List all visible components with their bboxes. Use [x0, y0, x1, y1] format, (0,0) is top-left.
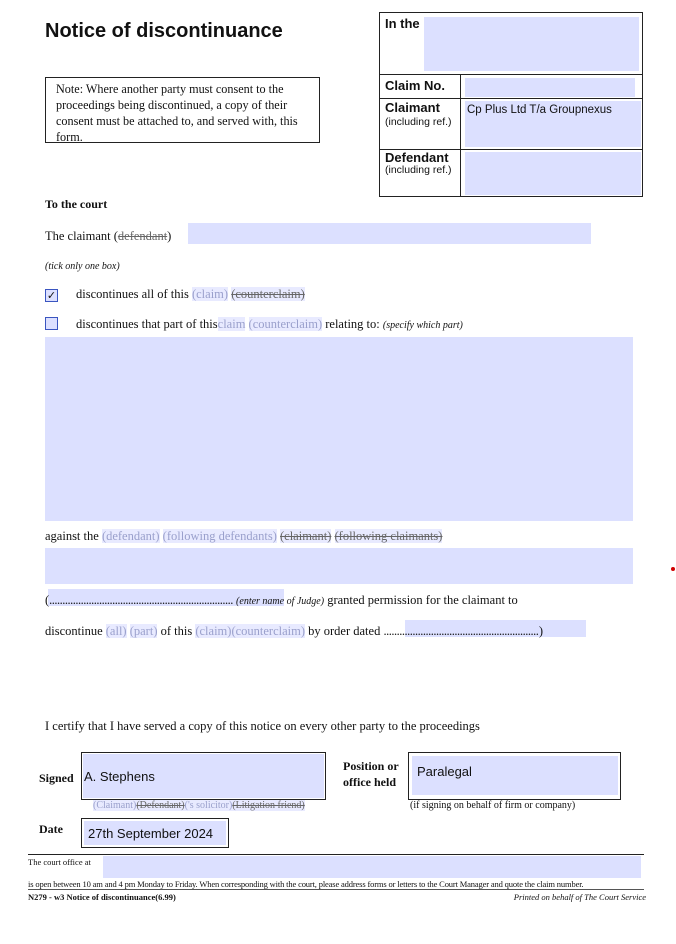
option-all-claim[interactable]: (claim): [191, 287, 229, 301]
divider: [460, 74, 461, 196]
form-code-text: N279 - w3 Notice of discontinuance(6.99): [28, 892, 176, 902]
specify-part-textarea[interactable]: [45, 337, 633, 521]
position-label-line2: office held: [343, 775, 396, 789]
against-the-text: against the: [45, 529, 99, 543]
order-close: .): [535, 624, 544, 638]
against-defendant-option[interactable]: (defendant): [101, 529, 160, 543]
signed-solicitor-option[interactable]: ('s solicitor): [184, 800, 233, 811]
check-icon: ✓: [46, 289, 57, 302]
position-label-line1: Position or: [343, 759, 399, 773]
claimant-strike-defendant: defendant: [117, 229, 168, 243]
position-value: Paralegal: [417, 764, 472, 779]
to-the-court-heading: To the court: [45, 197, 108, 211]
certify-statement: I certify that I have served a copy of this notice on every other party to the proceedings: [45, 719, 480, 733]
court-office-field[interactable]: [103, 856, 641, 878]
judge-open: (: [45, 593, 50, 607]
option-all-text: discontinues all of this: [76, 287, 189, 301]
claim-no-field[interactable]: [465, 78, 635, 97]
against-following-defendants-option[interactable]: (following defendants): [162, 529, 277, 543]
discontinue-line: [45, 624, 543, 639]
footer-rule: [28, 889, 644, 890]
date-value: 27th September 2024: [88, 826, 214, 841]
discontinue-text: discontinue: [45, 624, 103, 638]
date-box: [81, 818, 229, 848]
judge-dots: ......................................................................: [49, 593, 233, 607]
discontinue-all-checkbox[interactable]: [45, 289, 58, 302]
claimant-prefix: The claimant (: [45, 229, 118, 243]
option-part-line: [76, 317, 463, 332]
defendant-sub-label: (including ref.): [385, 164, 452, 176]
court-info-box: [379, 12, 643, 197]
signed-litigation-friend-option[interactable]: (Litigation friend): [232, 800, 305, 811]
option-part-specify: (specify which part): [382, 320, 463, 331]
claimant-line: [45, 229, 171, 244]
tick-instruction: (tick only one box): [45, 261, 120, 272]
claimant-label: Claimant: [385, 100, 440, 115]
consent-note: Note: Where another party must consent to the proceedings being discontinued, a copy of their consent must be attached to, and served with, this form.: [45, 77, 320, 143]
option-part-claim[interactable]: claim: [217, 317, 246, 331]
date-field[interactable]: [84, 821, 226, 845]
date-label: Date: [39, 822, 63, 836]
claimant-suffix: ): [167, 229, 172, 243]
against-following-claimants-option[interactable]: (following claimants): [334, 529, 443, 543]
court-office-label: The court office at: [28, 857, 91, 867]
opening-hours-text: is open between 10 am and 4 pm Monday to Friday. When corresponding with the court, please address forms or letters to the Court Manager and quote the claim number.: [28, 879, 584, 889]
option-part-relating: relating to:: [325, 317, 380, 331]
disc-part-option[interactable]: (part): [129, 624, 158, 638]
in-the-field[interactable]: [424, 17, 639, 71]
option-part-counterclaim[interactable]: (counterclaim): [248, 317, 323, 331]
disc-counterclaim-option[interactable]: (counterclaim): [231, 624, 306, 638]
signed-defendant-option[interactable]: (Defendant): [136, 800, 185, 811]
footer-divider: [28, 854, 644, 855]
order-dots: ..........................................................: [383, 624, 536, 638]
divider: [380, 98, 642, 99]
marker-dot: [671, 567, 675, 571]
page-title: Notice of discontinuance: [45, 20, 283, 42]
claimant-field[interactable]: [465, 101, 641, 147]
signature-value: A. Stephens: [84, 769, 155, 784]
position-field[interactable]: [412, 756, 618, 795]
divider: [380, 74, 642, 75]
claim-no-label: Claim No.: [385, 78, 445, 93]
defendant-label: Defendant: [385, 150, 449, 165]
option-part-text: discontinues that part of this: [76, 317, 218, 331]
signature-field[interactable]: [83, 754, 324, 798]
signed-role-options: [93, 800, 305, 811]
claimant-sub-label: (including ref.): [385, 116, 452, 128]
judge-granted-text: granted permission for the claimant to: [327, 593, 518, 607]
position-box: [408, 752, 621, 800]
of-this-text: of this: [160, 624, 193, 638]
claimant-name-field[interactable]: [188, 223, 591, 244]
against-parties-field[interactable]: [45, 548, 633, 584]
form-code: [28, 892, 176, 902]
in-the-label: In the: [385, 16, 420, 31]
signed-claimant-option[interactable]: (Claimant): [93, 800, 137, 811]
claimant-value: Cp Plus Ltd T/a Groupnexus: [467, 104, 612, 116]
position-label: [343, 758, 399, 790]
signed-label: Signed: [39, 771, 74, 785]
option-all-counterclaim[interactable]: (counterclaim): [231, 287, 305, 301]
by-order-dated-text: by order dated: [308, 624, 381, 638]
disc-claim-option[interactable]: (claim): [195, 624, 232, 638]
judge-label: (enter name of Judge): [236, 596, 325, 607]
printed-on-behalf: Printed on behalf of The Court Service: [513, 892, 646, 902]
judge-line: [45, 593, 518, 608]
against-line: [45, 529, 442, 544]
signature-box: [81, 752, 326, 800]
against-claimant-option[interactable]: (claimant): [280, 529, 332, 543]
option-all-line: [76, 287, 305, 302]
defendant-field[interactable]: [465, 152, 641, 195]
disc-all-option[interactable]: (all): [105, 624, 127, 638]
position-note: (if signing on behalf of firm or company): [410, 800, 576, 811]
discontinue-part-checkbox[interactable]: [45, 317, 58, 330]
